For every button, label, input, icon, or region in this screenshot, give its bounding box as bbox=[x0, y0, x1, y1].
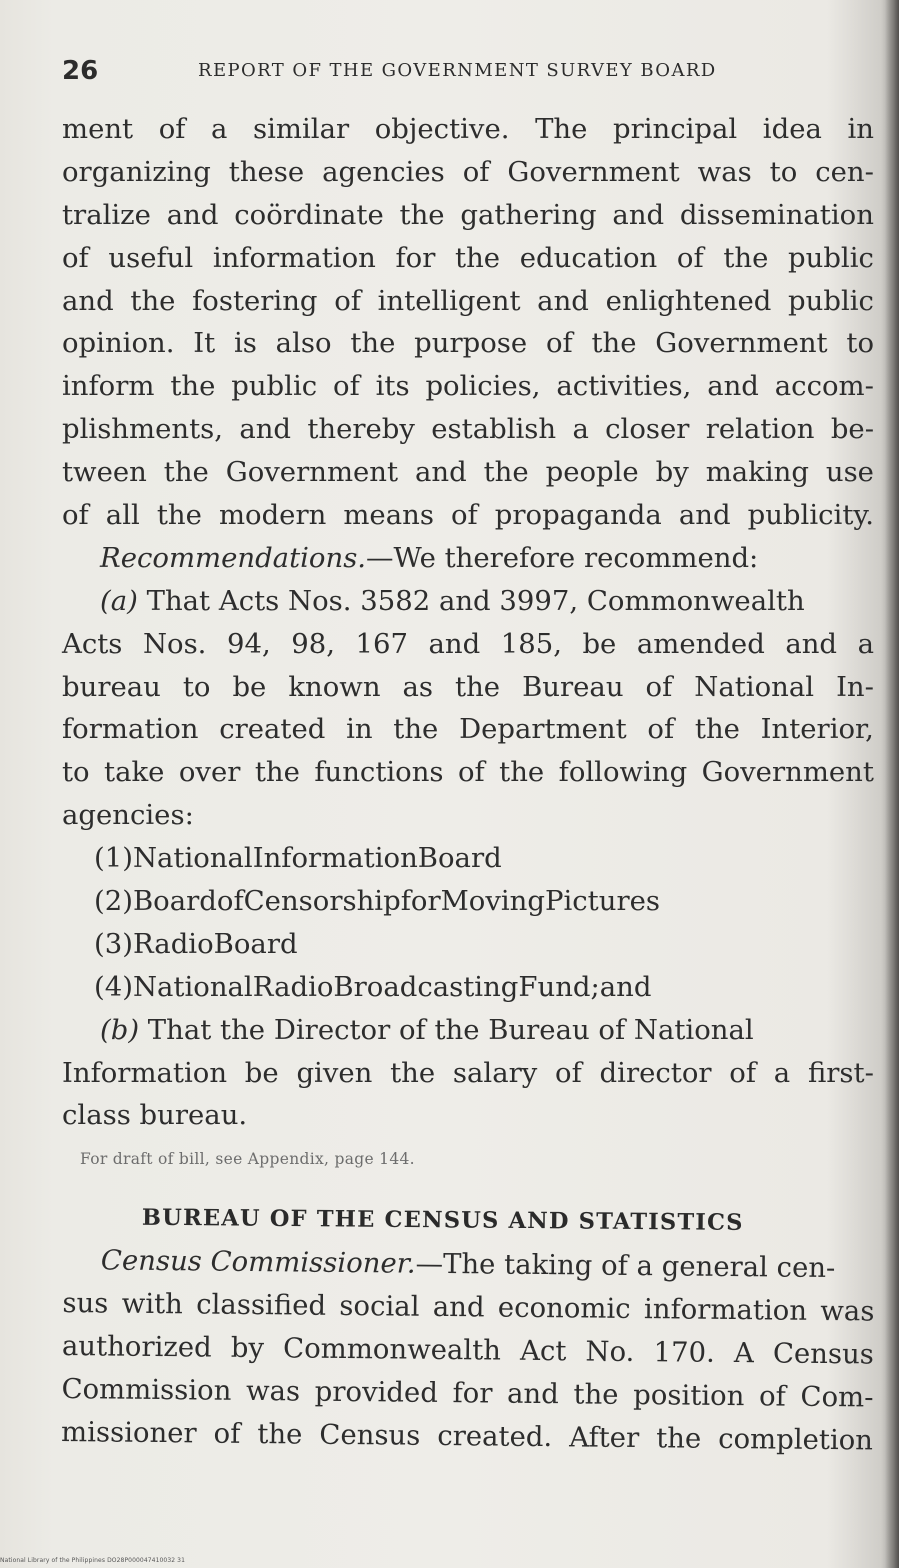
paragraph-intro bbox=[62, 108, 874, 537]
text-line: of all the modern means of propaganda and publicity. bbox=[62, 499, 874, 532]
text-line: organizing these agencies of Government was to cen- bbox=[62, 155, 874, 188]
footnote: For draft of bill, see Appendix, page 144. bbox=[80, 1150, 415, 1169]
text-line: inform the public of its policies, activities, and accom- bbox=[62, 370, 874, 403]
text-line: tween the Government and the people by making use bbox=[62, 456, 874, 489]
text-line: ment of a similar objective. The principal idea in bbox=[62, 113, 874, 145]
recommendations-line bbox=[62, 537, 874, 580]
text-line: to take over the functions of the following Government bbox=[62, 756, 874, 789]
page-number: 26 bbox=[62, 56, 99, 86]
text-line: sus with classified social and economic information was bbox=[62, 1287, 875, 1328]
text-line: bureau to be known as the Bureau of National In- bbox=[62, 670, 874, 703]
text-line: (b) That the Director of the Bureau of National bbox=[100, 1013, 754, 1046]
item-b bbox=[62, 1009, 874, 1138]
text-line: missioner of the Census created. After the completion bbox=[60, 1415, 874, 1457]
list-item: (2)BoardofCensorshipforMovingPictures bbox=[94, 885, 660, 918]
text-line: Census Commissioner.—The taking of a general cen- bbox=[100, 1244, 836, 1285]
running-head: REPORT OF THE GOVERNMENT SURVEY BOARD bbox=[198, 60, 717, 81]
text-line: Acts Nos. 94, 98, 167 and 185, be amended and a bbox=[62, 627, 874, 660]
recommendations-text: —We therefore recommend: bbox=[366, 541, 759, 574]
item-b-marker: (b) bbox=[100, 1013, 140, 1046]
text-line: authorized by Commonwealth Act No. 170. A Census bbox=[61, 1330, 875, 1371]
text-line: tralize and coördinate the gathering and dissemination bbox=[62, 198, 874, 231]
list-item: (3)RadioBoard bbox=[94, 927, 298, 960]
text-line: formation created in the Department of the Interior, bbox=[62, 713, 874, 746]
text-line: of useful information for the education of the public bbox=[62, 241, 874, 274]
page-body bbox=[60, 108, 875, 1457]
item-a-marker: (a) bbox=[100, 584, 138, 617]
text-line: plishments, and thereby establish a closer relation be- bbox=[62, 413, 874, 446]
agency-list bbox=[62, 837, 874, 1009]
text-line: class bureau. bbox=[62, 1099, 248, 1132]
text-line: and the fostering of intelligent and enlightened public bbox=[62, 284, 874, 317]
footer-credit: National Library of the Philippines DO28P000047410032 31 bbox=[0, 1557, 186, 1564]
text-line: Commission was provided for and the position of Com- bbox=[61, 1373, 874, 1414]
text-line: agencies: bbox=[62, 799, 194, 832]
recommendations-label: Recommendations. bbox=[100, 541, 367, 574]
page-header bbox=[62, 56, 862, 96]
section-heading: BUREAU OF THE CENSUS AND STATISTICS bbox=[141, 1205, 744, 1237]
binding-shadow bbox=[885, 0, 899, 1568]
list-item: (4)NationalRadioBroadcastingFund;and bbox=[94, 970, 652, 1003]
text-line: (a) That Acts Nos. 3582 and 3997, Commonwealth bbox=[100, 584, 805, 617]
text-line: opinion. It is also the purpose of the Government to bbox=[62, 327, 874, 360]
text-line: Information be given the salary of director of a first- bbox=[62, 1056, 874, 1089]
list-item: (1)NationalInformationBoard bbox=[94, 842, 502, 875]
section-paragraph bbox=[61, 1239, 875, 1462]
census-commissioner-label: Census Commissioner. bbox=[100, 1244, 416, 1281]
item-a bbox=[62, 580, 874, 837]
